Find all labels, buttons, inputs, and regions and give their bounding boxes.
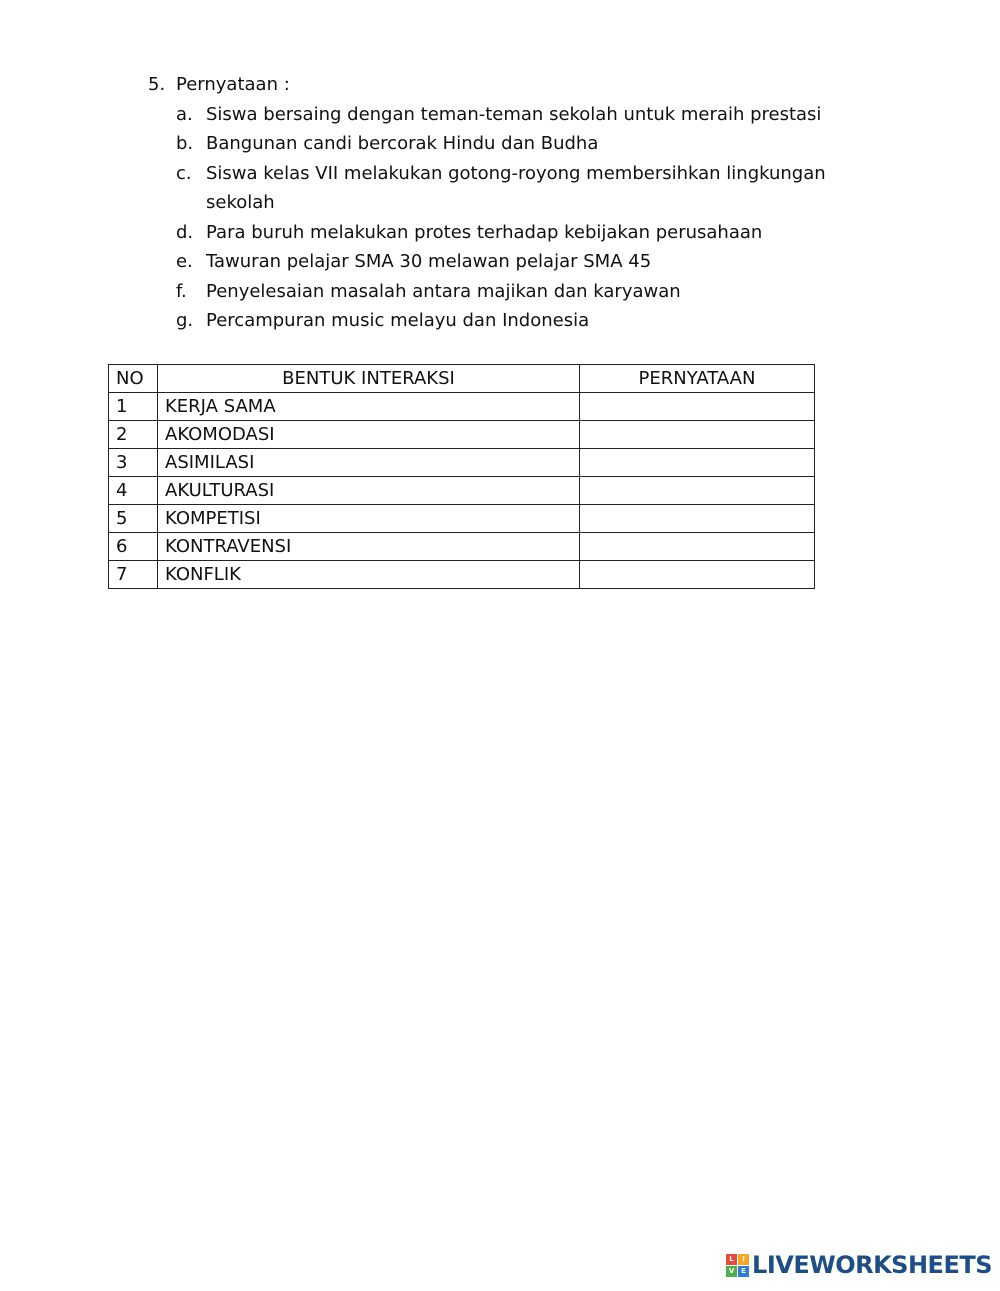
row-number: 6	[109, 533, 158, 561]
row-number: 2	[109, 421, 158, 449]
statement-text: Tawuran pelajar SMA 30 melawan pelajar SMA 45	[206, 251, 652, 272]
interaction-table	[108, 364, 815, 589]
row-bentuk: ASIMILASI	[158, 449, 580, 477]
statement-item	[176, 100, 848, 130]
statement-item	[176, 247, 848, 277]
statement-item	[176, 218, 848, 248]
liveworksheets-logo	[726, 1251, 992, 1279]
statement-letter: e.	[176, 251, 193, 272]
row-bentuk: KONTRAVENSI	[158, 533, 580, 561]
table-row	[109, 533, 815, 561]
statement-text: Siswa bersaing dengan teman-teman sekolah untuk meraih prestasi	[206, 103, 822, 125]
row-number: 3	[109, 449, 158, 477]
answer-cell[interactable]	[580, 393, 815, 421]
row-number: 5	[109, 505, 158, 533]
statement-text: Bangunan candi bercorak Hindu dan Budha	[206, 133, 599, 154]
question-block	[148, 70, 848, 336]
statement-letter: a.	[176, 103, 193, 125]
row-number: 1	[109, 393, 158, 421]
logo-letter-v: V	[726, 1266, 737, 1277]
statement-item	[176, 129, 848, 159]
statement-letter: d.	[176, 221, 194, 243]
row-bentuk: KONFLIK	[158, 561, 580, 589]
statement-text: Percampuran music melayu dan Indonesia	[206, 310, 590, 331]
statement-letter: g.	[176, 310, 194, 331]
table-row	[109, 421, 815, 449]
header-no: NO	[109, 365, 158, 393]
brand-name: LIVEWORKSHEETS	[752, 1251, 992, 1279]
row-number: 4	[109, 477, 158, 505]
row-bentuk: KOMPETISI	[158, 505, 580, 533]
answer-cell[interactable]	[580, 505, 815, 533]
logo-letter-e: E	[738, 1266, 749, 1277]
statement-item	[176, 277, 848, 307]
statement-letter: f.	[176, 280, 187, 302]
statement-text: Para buruh melakukan protes terhadap kebijakan perusahaan	[206, 221, 763, 243]
answer-cell[interactable]	[580, 561, 815, 589]
logo-letter-i: I	[738, 1254, 749, 1265]
logo-mark-icon	[726, 1254, 749, 1277]
table-row	[109, 505, 815, 533]
statement-text: Siswa kelas VII melakukan gotong-royong membersihkan lingkungan sekolah	[206, 162, 826, 213]
statement-letter: c.	[176, 162, 192, 184]
answer-cell[interactable]	[580, 421, 815, 449]
row-bentuk: AKOMODASI	[158, 421, 580, 449]
table-row	[109, 449, 815, 477]
row-number: 7	[109, 561, 158, 589]
table-row	[109, 393, 815, 421]
question-heading	[148, 70, 848, 100]
answer-cell[interactable]	[580, 533, 815, 561]
statement-item	[176, 306, 848, 336]
statement-list	[148, 100, 848, 336]
row-bentuk: KERJA SAMA	[158, 393, 580, 421]
question-title: Pernyataan :	[176, 74, 290, 95]
row-bentuk: AKULTURASI	[158, 477, 580, 505]
header-pernyataan: PERNYATAAN	[580, 365, 815, 393]
question-number: 5.	[148, 74, 166, 95]
logo-letter-l: L	[726, 1254, 737, 1265]
answer-cell[interactable]	[580, 449, 815, 477]
header-bentuk-interaksi: BENTUK INTERAKSI	[158, 365, 580, 393]
answer-cell[interactable]	[580, 477, 815, 505]
table-row	[109, 477, 815, 505]
statement-text: Penyelesaian masalah antara majikan dan karyawan	[206, 280, 681, 302]
statement-letter: b.	[176, 133, 194, 154]
table-row	[109, 561, 815, 589]
statement-item	[176, 159, 848, 218]
table-header-row	[109, 365, 815, 393]
